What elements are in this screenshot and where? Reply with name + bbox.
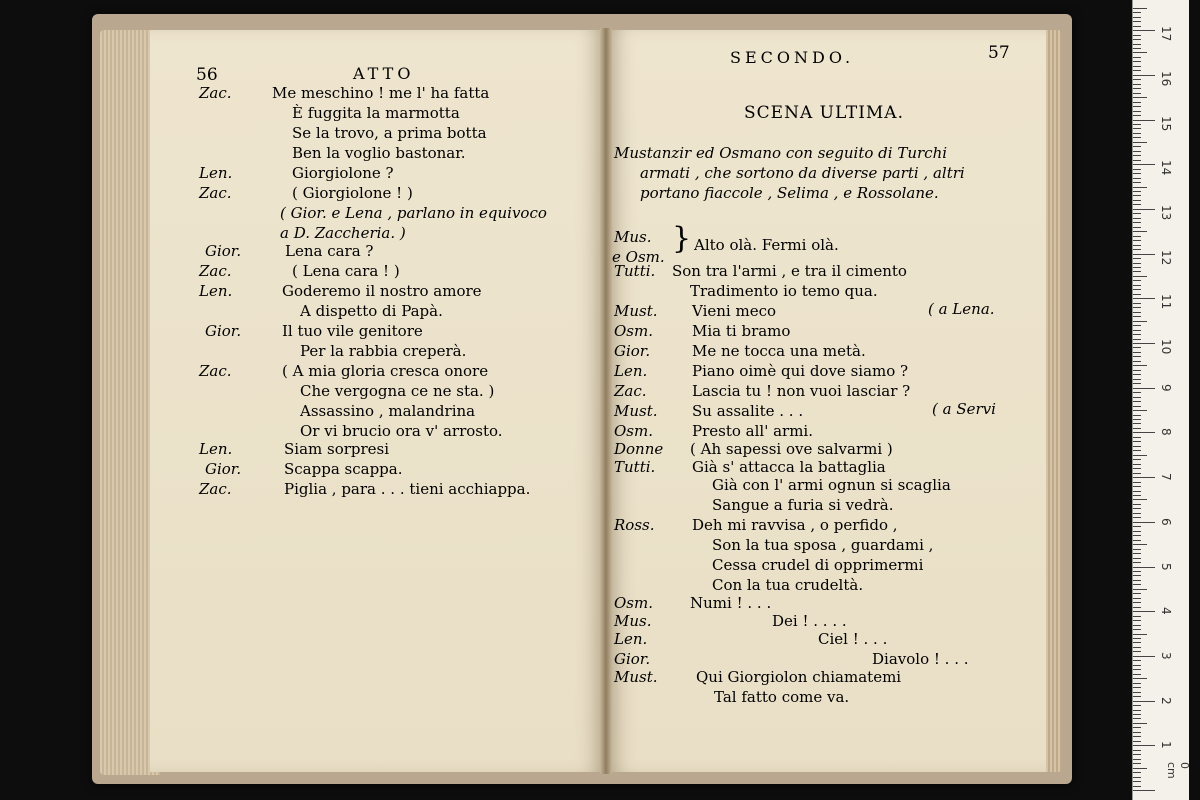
ruler-tick — [1133, 236, 1141, 237]
verse-line: Tradimento io temo qua. — [690, 282, 878, 300]
ruler-tick — [1133, 204, 1141, 205]
ruler-tick — [1133, 486, 1141, 487]
ruler-tick — [1133, 660, 1141, 661]
ruler-tick — [1133, 84, 1141, 85]
speaker-label: Must. — [614, 402, 658, 420]
ruler-cm-label: 16 — [1159, 70, 1173, 87]
ruler-tick — [1133, 102, 1141, 103]
verse-line: Qui Giorgiolon chiamatemi — [696, 668, 902, 686]
ruler-tick — [1133, 714, 1141, 715]
ruler-tick — [1133, 781, 1141, 782]
ruler-tick — [1133, 61, 1141, 62]
ruler-tick — [1133, 692, 1141, 693]
ruler-tick — [1133, 629, 1141, 630]
verse-line: Ben la voglio bastonar. — [292, 144, 466, 162]
ruler-cm-label: 11 — [1159, 294, 1173, 310]
ruler-tick — [1133, 580, 1141, 581]
ruler-tick — [1133, 356, 1141, 357]
verse-line: Numi ! . . . — [690, 594, 772, 612]
ruler-tick — [1133, 575, 1141, 576]
ruler-tick — [1133, 473, 1141, 474]
ruler-tick — [1133, 517, 1141, 518]
verse-line: Lascia tu ! non vuoi lasciar ? — [692, 382, 911, 400]
ruler-tick — [1133, 508, 1141, 509]
ruler-tick — [1133, 383, 1141, 384]
speaker-label: Donne — [614, 440, 664, 458]
verse-line: a D. Zaccheria. ) — [280, 224, 406, 242]
ruler-tick — [1133, 723, 1147, 724]
verse-line: Son tra l'armi , e tra il cimento — [672, 262, 907, 280]
ruler-tick — [1133, 745, 1155, 746]
ruler-tick — [1133, 589, 1147, 590]
ruler-tick — [1133, 321, 1147, 322]
speaker-label: Must. — [614, 302, 658, 320]
ruler-tick — [1133, 446, 1141, 447]
ruler-tick — [1133, 642, 1141, 643]
verse-line: Piano oimè qui dove siamo ? — [692, 362, 909, 380]
ruler-tick — [1133, 289, 1141, 290]
speaker-label: Len. — [614, 630, 648, 648]
speaker-label: Ross. — [614, 516, 655, 534]
ruler-tick — [1133, 12, 1141, 13]
ruler-tick — [1133, 106, 1141, 107]
ruler-tick — [1133, 647, 1141, 648]
ruler-cm-label: 7 — [1159, 473, 1173, 481]
verse-line: Sangue a furia si vedrà. — [712, 496, 894, 514]
ruler-tick — [1133, 665, 1141, 666]
ruler-tick — [1133, 540, 1141, 541]
ruler-tick — [1133, 258, 1141, 259]
ruler-tick — [1133, 370, 1141, 371]
aside-direction: ( a Servi — [932, 400, 996, 418]
ruler-tick — [1133, 352, 1141, 353]
verse-line: Giorgiolone ? — [292, 164, 394, 182]
ruler-cm-label: 17 — [1159, 26, 1173, 42]
speaker-label: Len. — [199, 164, 233, 182]
ruler-tick — [1133, 97, 1147, 98]
speaker-label: e Osm. — [612, 248, 665, 266]
brace-line-text: Alto olà. Fermi olà. — [694, 236, 839, 254]
ruler-cm-label: 1 — [1159, 741, 1173, 749]
ruler-tick — [1133, 611, 1155, 612]
ruler-tick — [1133, 120, 1155, 121]
ruler-tick — [1133, 638, 1141, 639]
ruler-tick — [1133, 245, 1141, 246]
verse-line: A dispetto di Papà. — [300, 302, 443, 320]
ruler-tick — [1133, 182, 1141, 183]
ruler-tick — [1133, 477, 1155, 478]
ruler-cm-label: 13 — [1159, 204, 1173, 221]
stage-direction-line-1: Mustanzir ed Osmano con seguito di Turchi — [614, 144, 948, 162]
verse-line: Piglia , para . . . tieni acchiappa. — [284, 480, 531, 498]
ruler-cm-label: 10 — [1159, 339, 1173, 355]
ruler-cm-label: 4 — [1159, 607, 1173, 615]
ruler-tick — [1133, 88, 1141, 89]
ruler-tick — [1133, 347, 1141, 348]
speaker-label: Gior. — [614, 650, 651, 668]
ruler-tick — [1133, 392, 1141, 393]
ruler-tick — [1133, 526, 1141, 527]
ruler-tick — [1133, 656, 1155, 657]
ruler-tick — [1133, 558, 1141, 559]
ruler-tick — [1133, 379, 1141, 380]
ruler-tick — [1133, 727, 1141, 728]
speaker-label: Osm. — [614, 594, 653, 612]
verse-line: Lena cara ? — [285, 242, 374, 260]
speaker-label: Osm. — [614, 322, 653, 340]
measuring-ruler — [1132, 0, 1189, 800]
verse-line: È fuggita la marmotta — [292, 104, 460, 122]
ruler-tick — [1133, 263, 1141, 264]
verse-line: ( A mia gloria cresca onore — [282, 362, 489, 380]
ruler-tick — [1133, 173, 1141, 174]
ruler-tick — [1133, 307, 1141, 308]
verse-line: Siam sorpresi — [284, 440, 390, 458]
ruler-tick — [1133, 549, 1141, 550]
ruler-tick — [1133, 254, 1155, 255]
ruler-tick — [1133, 142, 1147, 143]
book-gutter — [600, 28, 612, 774]
ruler-tick — [1133, 187, 1147, 188]
ruler-tick — [1133, 772, 1141, 773]
verse-line: Con la tua crudeltà. — [712, 576, 864, 594]
ruler-cm-label: 12 — [1159, 249, 1173, 265]
ruler-tick — [1133, 423, 1141, 424]
page-edges-right — [1046, 30, 1062, 772]
ruler-tick — [1133, 330, 1141, 331]
ruler-tick — [1133, 522, 1155, 523]
ruler-tick — [1133, 325, 1141, 326]
verse-line: Goderemo il nostro amore — [282, 282, 482, 300]
speaker-label: Len. — [614, 362, 648, 380]
ruler-tick — [1133, 17, 1141, 18]
ruler-tick — [1133, 571, 1141, 572]
ruler-tick — [1133, 441, 1141, 442]
left-running-head: ATTO — [353, 64, 415, 83]
ruler-tick — [1133, 759, 1141, 760]
ruler-tick — [1133, 669, 1141, 670]
speaker-label: Zac. — [199, 262, 232, 280]
speaker-label: Tutti. — [614, 262, 656, 280]
ruler-tick — [1133, 339, 1141, 340]
verse-line: Me ne tocca una metà. — [692, 342, 866, 360]
ruler-tick — [1133, 316, 1141, 317]
ruler-tick — [1133, 365, 1147, 366]
ruler-tick — [1133, 343, 1155, 344]
ruler-tick — [1133, 450, 1141, 451]
verse-line: Mia ti bramo — [692, 322, 791, 340]
ruler-tick — [1133, 70, 1141, 71]
ruler-tick — [1133, 687, 1141, 688]
speaker-label: Mus. — [614, 612, 652, 630]
ruler-tick — [1133, 124, 1141, 125]
ruler-tick — [1133, 620, 1141, 621]
ruler-cm-label: 6 — [1159, 517, 1173, 526]
ruler-tick — [1133, 790, 1155, 791]
ruler-tick — [1133, 151, 1141, 152]
ruler-tick — [1133, 111, 1141, 112]
ruler-tick — [1133, 209, 1155, 210]
ruler-tick — [1133, 52, 1147, 53]
speaker-label: Zac. — [199, 362, 232, 380]
ruler-tick — [1133, 593, 1141, 594]
ruler-tick — [1133, 482, 1141, 483]
ruler-tick — [1133, 240, 1141, 241]
verse-line: ( Gior. e Lena , parlano in equivoco — [280, 204, 547, 222]
verse-line: ( Lena cara ! ) — [292, 262, 400, 280]
ruler-tick — [1133, 495, 1141, 496]
ruler-tick — [1133, 696, 1141, 697]
verse-line: Il tuo vile genitore — [282, 322, 423, 340]
verse-line: ( Giorgiolone ! ) — [292, 184, 413, 202]
ruler-tick — [1133, 432, 1155, 433]
ruler-tick — [1133, 683, 1141, 684]
ruler-tick — [1133, 437, 1141, 438]
ruler-tick — [1133, 128, 1141, 129]
verse-line: Me meschino ! me l' ha fatta — [272, 84, 490, 102]
ruler-tick — [1133, 169, 1141, 170]
ruler-tick — [1133, 625, 1141, 626]
right-running-head: SECONDO. — [730, 48, 855, 67]
speaker-label: Gior. — [205, 460, 242, 478]
verse-line: Presto all' armi. — [692, 422, 813, 440]
ruler-tick — [1133, 674, 1141, 675]
ruler-tick — [1133, 178, 1141, 179]
ruler-tick — [1133, 763, 1141, 764]
ruler-tick — [1133, 48, 1141, 49]
ruler-tick — [1133, 736, 1141, 737]
ruler-tick — [1133, 701, 1155, 702]
ruler-cm-label: 9 — [1159, 383, 1173, 392]
ruler-tick — [1133, 388, 1155, 389]
ruler-cm-label: 2 — [1159, 696, 1173, 705]
ruler-tick — [1133, 21, 1141, 22]
ruler-tick — [1133, 602, 1141, 603]
verse-line: Già con l' armi ognun si scaglia — [712, 476, 951, 494]
ruler-tick — [1133, 294, 1141, 295]
ruler-tick — [1133, 705, 1141, 706]
ruler-tick — [1133, 137, 1141, 138]
verse-line: Che vergogna ce ne sta. ) — [300, 382, 495, 400]
ruler-tick — [1133, 164, 1155, 165]
ruler-tick — [1133, 651, 1141, 652]
ruler-tick — [1133, 406, 1141, 407]
ruler-tick — [1133, 513, 1141, 514]
ruler-tick — [1133, 754, 1141, 755]
ruler-tick — [1133, 374, 1141, 375]
ruler-tick — [1133, 464, 1141, 465]
verse-line: Ciel ! . . . — [818, 630, 888, 648]
ruler-tick — [1133, 468, 1141, 469]
ruler-tick — [1133, 397, 1141, 398]
speaker-label: Osm. — [614, 422, 653, 440]
ruler-tick — [1133, 584, 1141, 585]
speaker-label: Gior. — [614, 342, 651, 360]
verse-line: Per la rabbia creperà. — [300, 342, 467, 360]
ruler-tick — [1133, 155, 1141, 156]
ruler-tick — [1133, 44, 1141, 45]
ruler-tick — [1133, 415, 1141, 416]
left-page-number: 56 — [196, 65, 218, 85]
ruler-tick — [1133, 146, 1141, 147]
ruler-tick — [1133, 504, 1141, 505]
verse-line: Deh mi ravvisa , o perfido , — [692, 516, 898, 534]
ruler-cm-label: 5 — [1159, 562, 1173, 571]
verse-line: Or vi brucio ora v' arrosto. — [300, 422, 503, 440]
ruler-tick — [1133, 678, 1147, 679]
ruler-tick — [1133, 741, 1141, 742]
ruler-tick — [1133, 271, 1141, 272]
ruler-tick — [1133, 312, 1141, 313]
ruler-tick — [1133, 750, 1141, 751]
verse-line: Diavolo ! . . . — [872, 650, 969, 668]
stage-direction-line-2: armati , che sortono da diverse parti , altri — [640, 164, 965, 182]
ruler-tick — [1133, 303, 1141, 304]
ruler-tick — [1133, 553, 1141, 554]
ruler-tick — [1133, 66, 1141, 67]
scene-title: SCENA ULTIMA. — [744, 103, 904, 123]
ruler-tick — [1133, 133, 1141, 134]
speaker-label: Must. — [614, 668, 658, 686]
ruler-tick — [1133, 195, 1141, 196]
verse-line: Su assalite . . . — [692, 402, 804, 420]
ruler-tick — [1133, 634, 1147, 635]
ruler-tick — [1133, 786, 1141, 787]
stage-direction-line-3: portano fiaccole , Selima , e Rossolane. — [640, 184, 939, 202]
ruler-tick — [1133, 26, 1141, 27]
ruler-tick — [1133, 57, 1141, 58]
ruler-tick — [1133, 227, 1141, 228]
speaker-label: Zac. — [199, 84, 232, 102]
ruler-tick — [1133, 280, 1141, 281]
ruler-tick — [1133, 222, 1141, 223]
ruler-cm-label: 8 — [1159, 428, 1173, 437]
verse-line: Se la trovo, a prima botta — [292, 124, 487, 142]
ruler-tick — [1133, 93, 1141, 94]
ruler-tick — [1133, 200, 1141, 201]
ruler-tick — [1133, 491, 1141, 492]
ruler-tick — [1133, 160, 1141, 161]
speaker-label: Len. — [199, 440, 233, 458]
aside-direction: ( a Lena. — [928, 300, 995, 318]
ruler-tick — [1133, 8, 1147, 9]
ruler-tick — [1133, 718, 1141, 719]
ruler-tick — [1133, 455, 1147, 456]
speaker-label: Mus. — [614, 228, 652, 246]
verse-line: Tal fatto come va. — [714, 688, 850, 706]
speaker-label: Tutti. — [614, 458, 656, 476]
speaker-label: Gior. — [205, 322, 242, 340]
ruler-tick — [1133, 30, 1155, 31]
verse-line: ( Ah sapessi ove salvarmi ) — [690, 440, 893, 458]
ruler-tick — [1133, 607, 1141, 608]
ruler-tick — [1133, 777, 1141, 778]
verse-line: Assassino , malandrina — [300, 402, 476, 420]
speaker-label: Zac. — [199, 184, 232, 202]
verse-line: Dei ! . . . . — [772, 612, 847, 630]
ruler-tick — [1133, 267, 1141, 268]
ruler-tick — [1133, 285, 1141, 286]
ruler-tick — [1133, 598, 1141, 599]
ruler-cm-label: 14 — [1159, 160, 1173, 176]
verse-line: Cessa crudel di opprimermi — [712, 556, 924, 574]
speaker-label: Len. — [199, 282, 233, 300]
ruler-tick — [1133, 79, 1141, 80]
brace-mark: } — [672, 221, 692, 256]
speaker-label: Zac. — [614, 382, 647, 400]
ruler-tick — [1133, 361, 1141, 362]
ruler-tick — [1133, 75, 1155, 76]
verse-line: Son la tua sposa , guardami , — [712, 536, 934, 554]
ruler-tick — [1133, 276, 1147, 277]
ruler-tick — [1133, 419, 1141, 420]
ruler-tick — [1133, 115, 1141, 116]
ruler-tick — [1133, 428, 1141, 429]
ruler-tick — [1133, 768, 1147, 769]
ruler-tick — [1133, 544, 1147, 545]
speaker-label: Gior. — [205, 242, 242, 260]
ruler-tick — [1133, 710, 1141, 711]
ruler-tick — [1133, 213, 1141, 214]
ruler-cm-label: 3 — [1159, 651, 1173, 660]
ruler-tick — [1133, 39, 1141, 40]
ruler-tick — [1133, 535, 1141, 536]
ruler-tick — [1133, 191, 1141, 192]
speaker-label: Zac. — [199, 480, 232, 498]
ruler-tick — [1133, 616, 1141, 617]
ruler-unit-label: 0 cm — [1165, 762, 1191, 779]
verse-line: Già s' attacca la battaglia — [692, 458, 886, 476]
verse-line: Vieni meco — [692, 302, 777, 320]
ruler-tick — [1133, 459, 1141, 460]
ruler-tick — [1133, 732, 1141, 733]
right-page-number: 57 — [988, 43, 1010, 63]
ruler-tick — [1133, 231, 1147, 232]
ruler-tick — [1133, 499, 1147, 500]
ruler-tick — [1133, 567, 1155, 568]
ruler-tick — [1133, 410, 1147, 411]
ruler-tick — [1133, 531, 1141, 532]
ruler-tick — [1133, 298, 1155, 299]
ruler-tick — [1133, 562, 1141, 563]
ruler-cm-label: 15 — [1159, 115, 1173, 131]
ruler-tick — [1133, 35, 1141, 36]
ruler-tick — [1133, 249, 1141, 250]
ruler-tick — [1133, 218, 1141, 219]
ruler-tick — [1133, 334, 1141, 335]
ruler-tick — [1133, 401, 1141, 402]
verse-line: Scappa scappa. — [284, 460, 403, 478]
